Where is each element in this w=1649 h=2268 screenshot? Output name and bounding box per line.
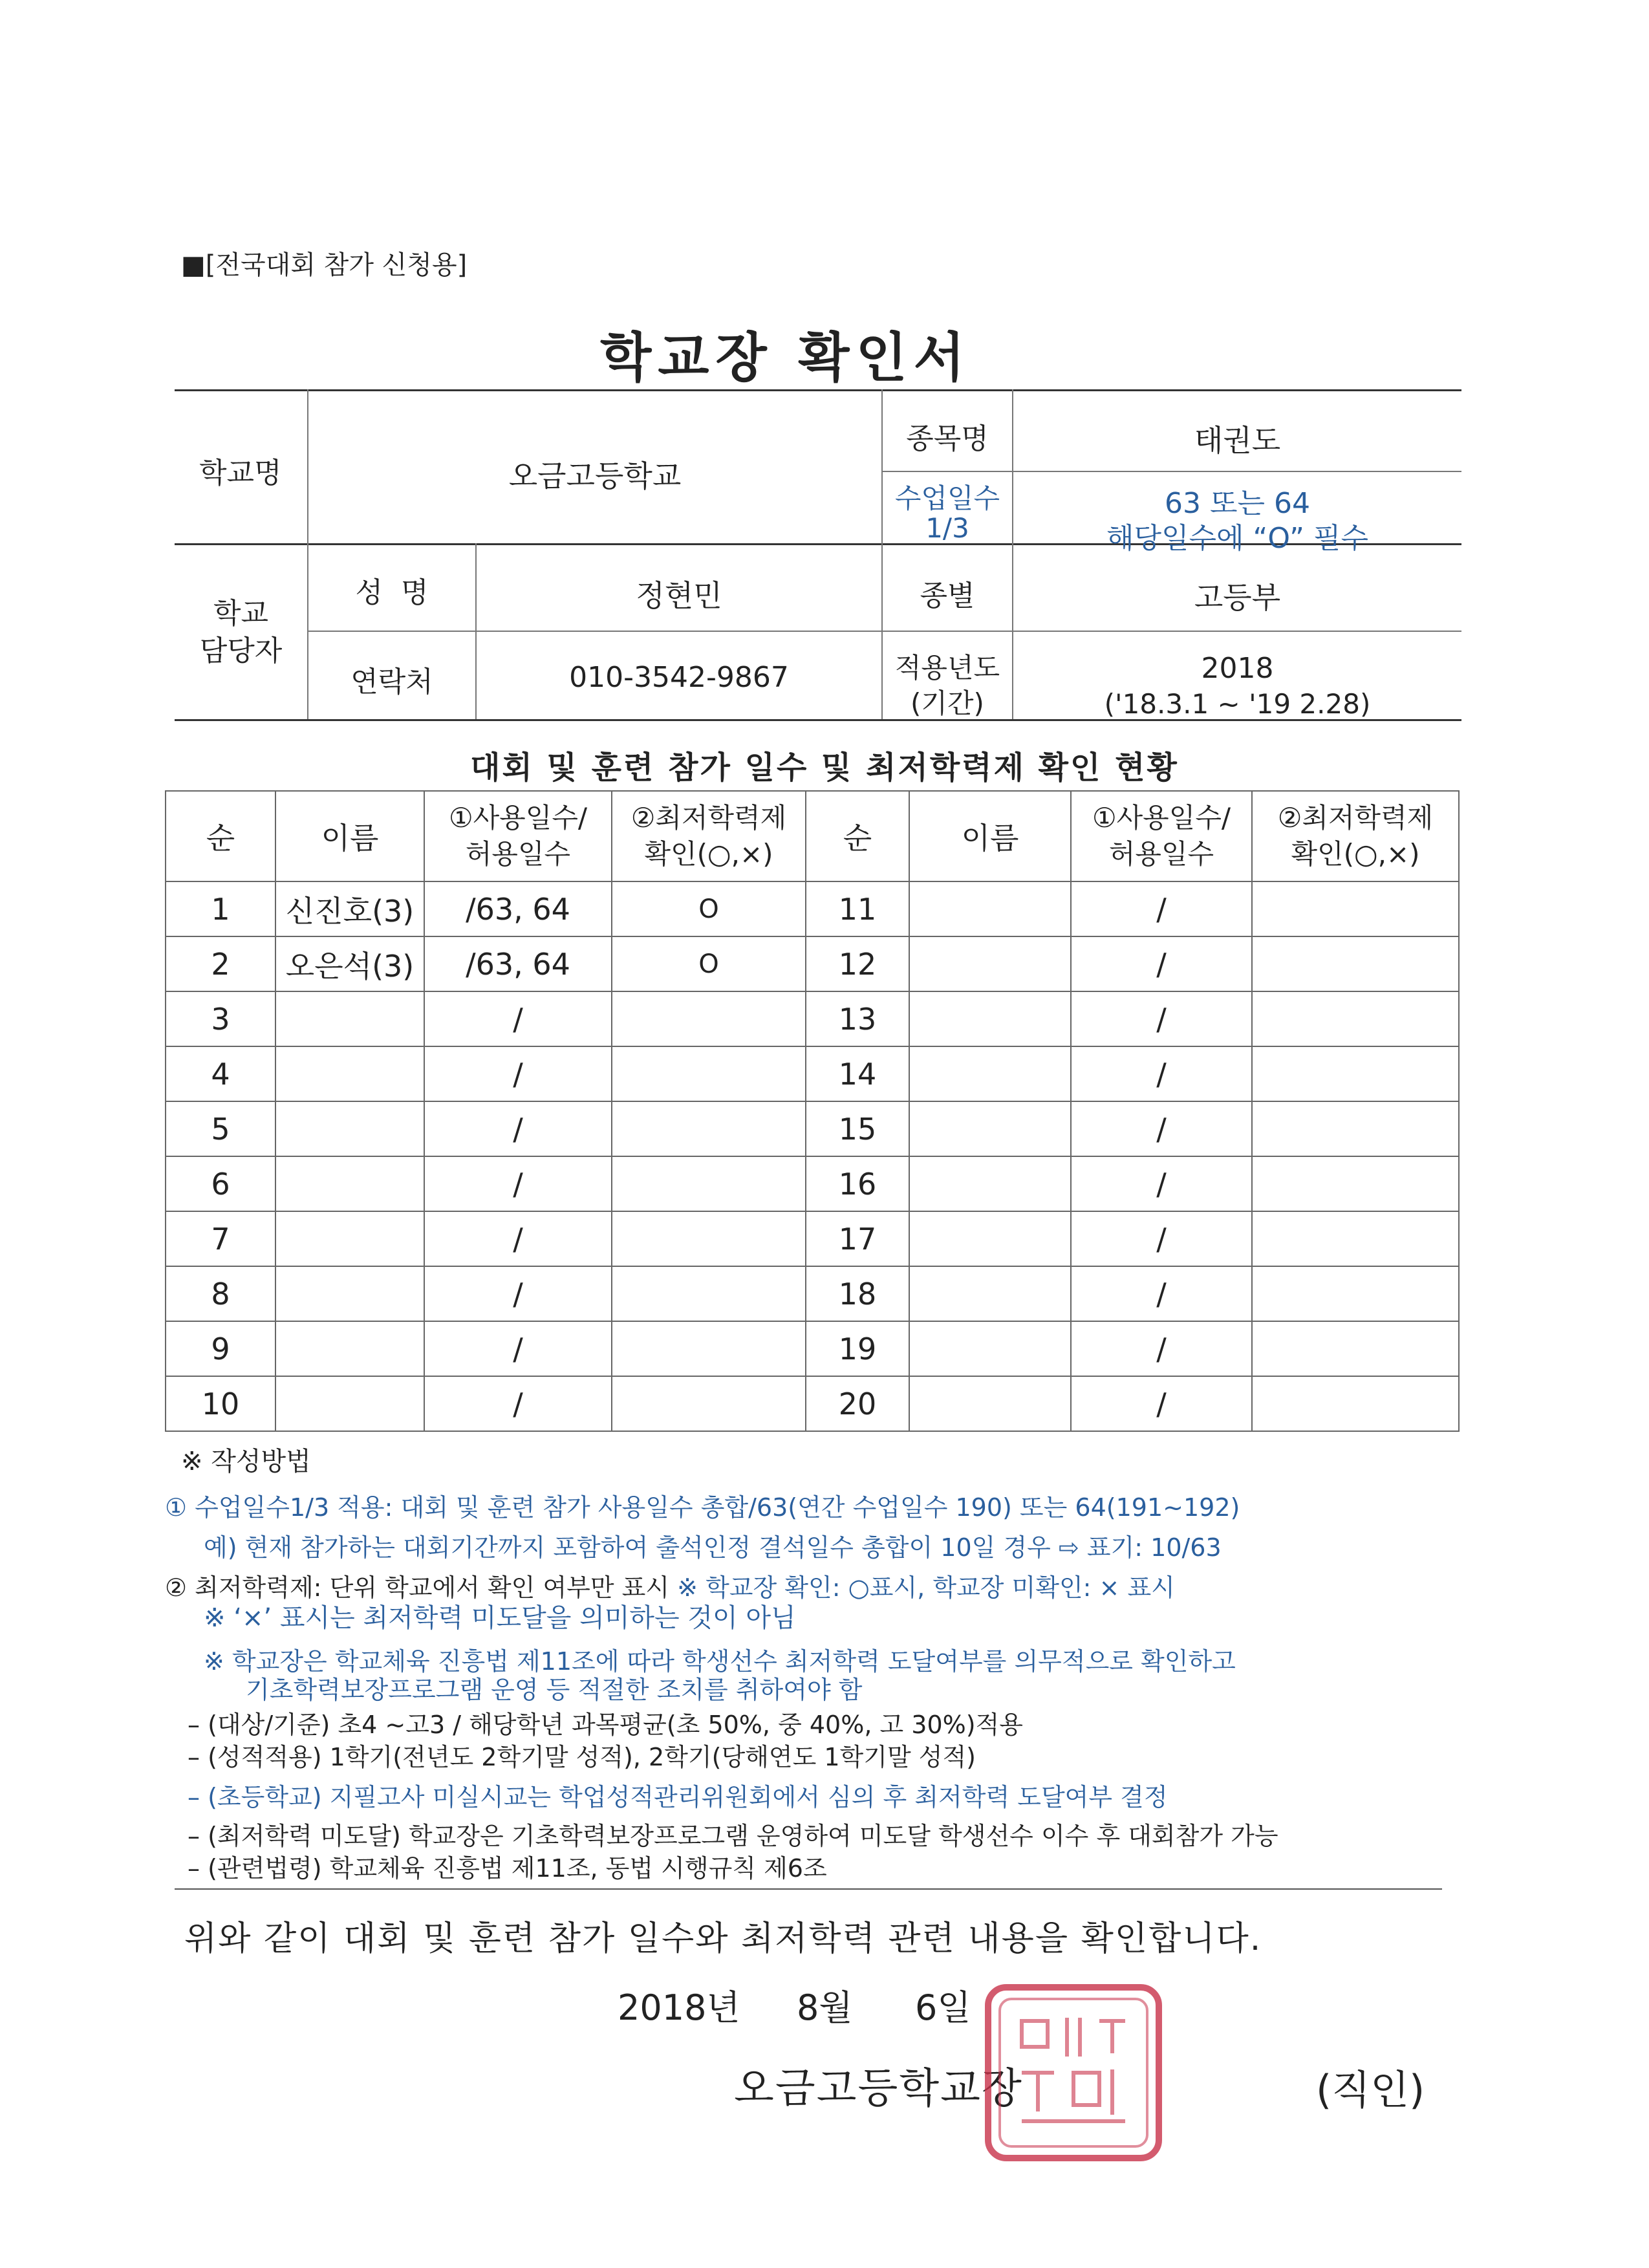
row-name <box>275 1321 424 1376</box>
row-check <box>1252 936 1459 991</box>
note-3: ※ ‘×’ 표시는 최저학력 미도달을 의미하는 것이 아님 <box>204 1603 796 1633</box>
row-no: 15 <box>806 1101 909 1156</box>
row-days: /63, 64 <box>424 936 612 991</box>
row-days: / <box>424 1211 612 1266</box>
confirmation-statement: 위와 같이 대회 및 훈련 참가 일수와 최저학력 관련 내용을 확인합니다. <box>184 1919 1262 1958</box>
table-header-row <box>166 791 1459 881</box>
row-days: / <box>1071 1266 1252 1321</box>
section-title: 대회 및 훈련 참가 일수 및 최저학력제 확인 현황 <box>470 750 1179 786</box>
header-days-right: ①사용일수/ 허용일수 <box>1071 791 1252 881</box>
row-no: 19 <box>806 1321 909 1376</box>
row-check <box>1252 1046 1459 1101</box>
row-no: 14 <box>806 1046 909 1101</box>
year-label-2: (기간) <box>911 687 984 719</box>
school-name-value: 오금고등학교 <box>508 459 682 493</box>
row-no: 10 <box>166 1376 275 1431</box>
row-name <box>909 1046 1071 1101</box>
row-name <box>909 1156 1071 1211</box>
row-no: 3 <box>166 991 275 1046</box>
row-no: 1 <box>166 881 275 936</box>
header-name-right: 이름 <box>909 791 1071 881</box>
table-row <box>166 881 1459 936</box>
row-check <box>612 1376 806 1431</box>
row-name <box>275 1156 424 1211</box>
row-name <box>909 1266 1071 1321</box>
header-check-right: ②최저학력제 확인(○,×) <box>1252 791 1459 881</box>
class-days-label-2: 1/3 <box>925 512 969 544</box>
row-days: / <box>424 1376 612 1431</box>
notes-bottom-rule <box>175 1888 1442 1890</box>
row-name: 오은석(3) <box>275 936 424 991</box>
row-days: / <box>424 1266 612 1321</box>
division-label: 종별 <box>920 579 975 612</box>
division-value: 고등부 <box>1194 580 1281 615</box>
row-no: 13 <box>806 991 909 1046</box>
row-no: 17 <box>806 1211 909 1266</box>
row-days: / <box>1071 1101 1252 1156</box>
notes-heading: ※ 작성방법 <box>181 1447 311 1476</box>
row-days: / <box>1071 1156 1252 1211</box>
row-name <box>275 1376 424 1431</box>
row-check <box>612 1156 806 1211</box>
row-days: / <box>1071 881 1252 936</box>
row-no: 9 <box>166 1321 275 1376</box>
row-days: / <box>1071 1211 1252 1266</box>
class-days-label-1: 수업일수 <box>894 482 1000 514</box>
detail-3: – (초등학교) 지필고사 미실시교는 학업성적관리위원회에서 심의 후 최저학력 도달여부 결정 <box>188 1783 1168 1811</box>
contact-label: 연락처 <box>350 665 433 698</box>
row-name <box>275 1046 424 1101</box>
row-name <box>275 991 424 1046</box>
row-no: 16 <box>806 1156 909 1211</box>
class-days-value-1: 63 또는 64 <box>1165 487 1310 520</box>
row-name <box>909 1101 1071 1156</box>
row-name <box>275 1266 424 1321</box>
detail-1: – (대상/기준) 초4 ~고3 / 해당학년 과목평균(초 50%, 중 40%, 고 30%)적용 <box>188 1711 1023 1739</box>
row-check <box>1252 1376 1459 1431</box>
table-row <box>166 936 1459 991</box>
row-name: 신진호(3) <box>275 881 424 936</box>
header-days: ①사용일수/ 허용일수 <box>424 791 612 881</box>
row-check: O <box>612 881 806 936</box>
row-check <box>612 1266 806 1321</box>
table-row <box>166 1211 1459 1266</box>
row-days: / <box>1071 991 1252 1046</box>
row-check: O <box>612 936 806 991</box>
detail-4: – (최저학력 미도달) 학교장은 기초학력보장프로그램 운영하여 미도달 학생선수 이수 후 대회참가 가능 <box>188 1822 1278 1850</box>
note-4a: ※ 학교장은 학교체육 진흥법 제11조에 따라 학생선수 최저학력 도달여부를 의무적으로 확인하고 <box>204 1647 1236 1676</box>
year-label-1: 적용년도 <box>894 652 1000 684</box>
header-no: 순 <box>166 791 275 881</box>
row-name <box>909 1211 1071 1266</box>
row-no: 18 <box>806 1266 909 1321</box>
row-days: / <box>424 991 612 1046</box>
header-check: ②최저학력제 확인(○,×) <box>612 791 806 881</box>
table-row <box>166 1321 1459 1376</box>
year-value-1: 2018 <box>1201 652 1274 685</box>
manager-label-2: 담당자 <box>199 634 283 667</box>
note-4b: 기초학력보장프로그램 운영 등 적절한 조치를 취하여야 함 <box>246 1676 863 1704</box>
form-type-tag: ■[전국대회 참가 신청용] <box>181 250 468 280</box>
row-name <box>909 991 1071 1046</box>
row-check <box>1252 1321 1459 1376</box>
date-month: 8월 <box>797 1987 853 2028</box>
manager-label-1: 학교 <box>213 597 268 630</box>
row-no: 11 <box>806 881 909 936</box>
row-name <box>909 1321 1071 1376</box>
table-row <box>166 1046 1459 1101</box>
row-name <box>275 1211 424 1266</box>
header-name: 이름 <box>275 791 424 881</box>
row-check <box>612 1321 806 1376</box>
row-check <box>612 1101 806 1156</box>
row-name <box>909 881 1071 936</box>
note-2: ② 최저학력제: 단위 학교에서 확인 여부만 표시 ※ 학교장 확인: ○표시, 학교장 미확인: × 표시 <box>165 1573 1175 1602</box>
note-1a: ① 수업일수1/3 적용: 대회 및 훈련 참가 사용일수 총합/63(연간 수업일수 190) 또는 64(191~192) <box>165 1493 1240 1522</box>
detail-2: – (성적적용) 1학기(전년도 2학기말 성적), 2학기(당해연도 1학기말 성적) <box>188 1743 976 1771</box>
signer-name: 오금고등학교장 <box>734 2065 1023 2113</box>
row-days: / <box>424 1101 612 1156</box>
row-no: 5 <box>166 1101 275 1156</box>
row-check <box>1252 1101 1459 1156</box>
row-no: 2 <box>166 936 275 991</box>
header-no-right: 순 <box>806 791 909 881</box>
row-check <box>1252 881 1459 936</box>
table-row <box>166 1156 1459 1211</box>
name-label: 성 명 <box>355 576 429 609</box>
seal-label: (직인) <box>1316 2066 1425 2113</box>
table-row <box>166 991 1459 1046</box>
row-no: 20 <box>806 1376 909 1431</box>
row-name <box>909 936 1071 991</box>
row-check <box>612 1046 806 1101</box>
row-check <box>612 1211 806 1266</box>
sport-label: 종목명 <box>906 422 989 455</box>
row-no: 7 <box>166 1211 275 1266</box>
year-value-2: ('18.3.1 ~ '19 2.28) <box>1104 688 1371 720</box>
row-check <box>1252 1156 1459 1211</box>
table-row <box>166 1101 1459 1156</box>
participation-table <box>165 790 1460 1432</box>
date-year: 2018년 <box>618 1987 740 2028</box>
row-days: /63, 64 <box>424 881 612 936</box>
table-row <box>166 1266 1459 1321</box>
row-check <box>1252 1266 1459 1321</box>
row-days: / <box>1071 936 1252 991</box>
row-days: / <box>424 1046 612 1101</box>
school-name-label: 학교명 <box>199 457 282 490</box>
table-row <box>166 1376 1459 1431</box>
document-title: 학교장 확인서 <box>600 327 971 389</box>
row-days: / <box>424 1321 612 1376</box>
note-1b: 예) 현재 참가하는 대회기간까지 포함하여 출석인정 결석일수 총합이 10일 경우 ⇨ 표기: 10/63 <box>204 1533 1222 1562</box>
official-stamp <box>983 1982 1164 2163</box>
row-check <box>1252 991 1459 1046</box>
detail-5: – (관련법령) 학교체육 진흥법 제11조, 동법 시행규칙 제6조 <box>188 1854 827 1883</box>
row-no: 8 <box>166 1266 275 1321</box>
date-day: 6일 <box>915 1987 971 2028</box>
name-value: 정현민 <box>636 578 722 613</box>
row-no: 12 <box>806 936 909 991</box>
row-check <box>612 991 806 1046</box>
contact-value: 010-3542-9867 <box>569 661 789 694</box>
row-days: / <box>424 1156 612 1211</box>
row-name <box>909 1376 1071 1431</box>
sport-value: 태권도 <box>1194 423 1281 458</box>
row-check <box>1252 1211 1459 1266</box>
class-days-value-2: 해당일수에 “O” 필수 <box>1106 522 1368 555</box>
row-no: 4 <box>166 1046 275 1101</box>
row-name <box>275 1101 424 1156</box>
row-days: / <box>1071 1376 1252 1431</box>
row-no: 6 <box>166 1156 275 1211</box>
row-days: / <box>1071 1046 1252 1101</box>
row-days: / <box>1071 1321 1252 1376</box>
